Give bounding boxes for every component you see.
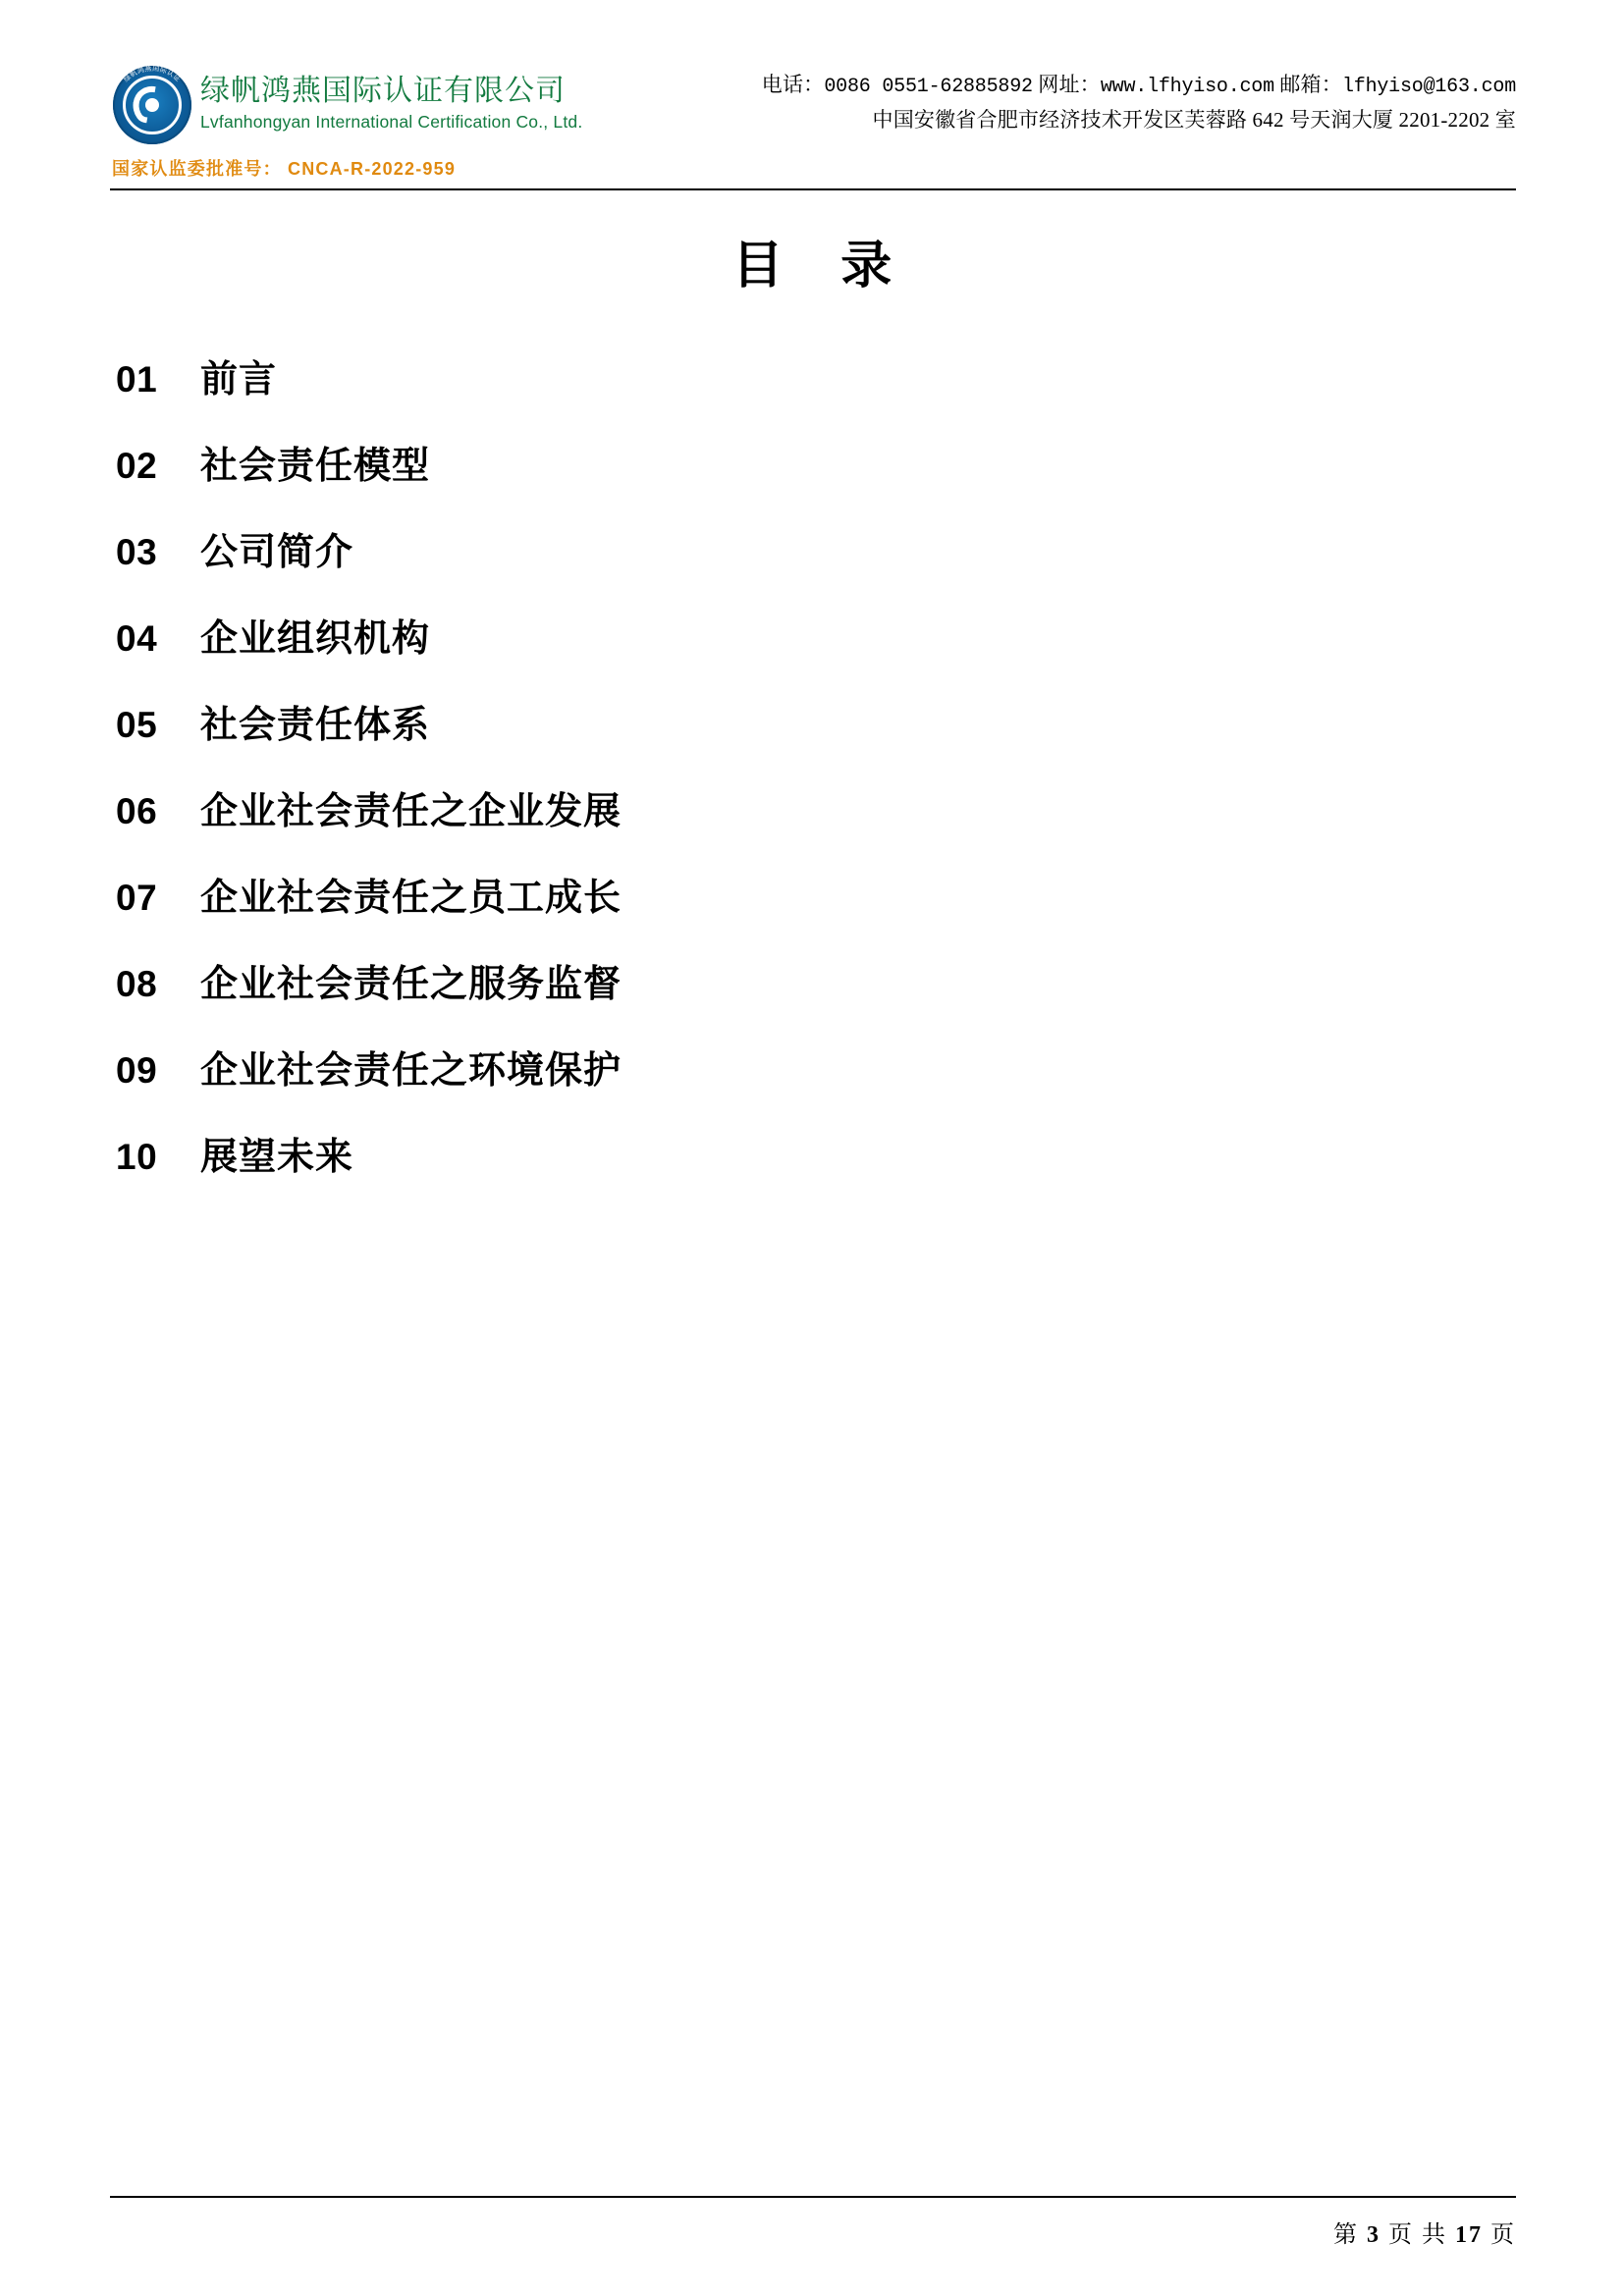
- footer-divider: [110, 2196, 1516, 2198]
- logo-company-name-cn: 绿帆鸿燕国际认证有限公司: [200, 75, 566, 108]
- logo-row: [110, 61, 621, 147]
- company-logo: [110, 61, 621, 184]
- toc-item-01[interactable]: [116, 348, 1392, 435]
- toc-label: 前言: [200, 359, 278, 400]
- toc-number: 05: [116, 705, 158, 745]
- page-title: 目 录: [731, 238, 914, 294]
- toc-number: 10: [116, 1137, 158, 1177]
- toc-label: 社会责任模型: [200, 446, 431, 487]
- website-value: www.lfhyiso.com: [1100, 76, 1274, 98]
- toc-item-02[interactable]: [116, 435, 1392, 521]
- phone-value: 0086 0551-62885892: [824, 76, 1033, 98]
- footer-middle: 页 共: [1380, 2222, 1455, 2248]
- toc-item-07[interactable]: [116, 867, 1392, 953]
- toc-label: 展望未来: [200, 1137, 354, 1178]
- toc-item-05[interactable]: [116, 694, 1392, 780]
- page-footer: [110, 2215, 1516, 2249]
- toc-number: 07: [116, 878, 158, 918]
- toc-label: 企业社会责任之员工成长: [200, 878, 623, 919]
- toc-label: 企业社会责任之服务监督: [200, 964, 623, 1005]
- toc-label: 企业组织机构: [200, 618, 431, 660]
- table-of-contents: [116, 348, 1392, 1212]
- toc-number: 03: [116, 532, 158, 572]
- toc-label: 社会责任体系: [200, 705, 431, 746]
- website-label: 网址：: [1032, 73, 1101, 96]
- header-divider: [110, 188, 1516, 190]
- toc-item-03[interactable]: [116, 521, 1392, 608]
- toc-number: 04: [116, 618, 158, 659]
- toc-number: 06: [116, 791, 158, 831]
- header-address: 中国安徽省合肥市经济技术开发区芙蓉路 642 号天润大厦 2201-2202 室: [872, 108, 1516, 132]
- logo-company-name-en: Lvfanhongyan International Certification Co., Ltd.: [200, 111, 583, 132]
- page-header: [110, 61, 1516, 187]
- footer-prefix: 第: [1333, 2222, 1367, 2248]
- header-contact-block: [621, 61, 1516, 138]
- toc-label: 公司简介: [200, 532, 354, 573]
- phone-label: 电话：: [761, 73, 825, 96]
- toc-item-04[interactable]: [116, 608, 1392, 694]
- footer-suffix: 页: [1483, 2222, 1516, 2248]
- email-value: lfhyiso@163.com: [1341, 76, 1516, 98]
- toc-label: 企业社会责任之企业发展: [200, 791, 623, 832]
- header-contact-line-1: [621, 69, 1516, 103]
- footer-current-page: 3: [1367, 2222, 1380, 2248]
- toc-number: 08: [116, 964, 158, 1004]
- seal-arc-text-icon: [110, 63, 194, 147]
- email-label: 邮箱：: [1273, 73, 1342, 96]
- svg-text:绿帆鸿燕国际认证: 绿帆鸿燕国际认证: [123, 65, 182, 84]
- toc-item-09[interactable]: [116, 1040, 1392, 1126]
- logo-text-block: [200, 75, 582, 133]
- toc-item-08[interactable]: [116, 953, 1392, 1040]
- logo-approval-number: 国家认监委批准号： CNCA-R-2022-959: [112, 159, 457, 179]
- toc-item-10[interactable]: [116, 1126, 1392, 1212]
- toc-number: 02: [116, 446, 158, 486]
- toc-label: 企业社会责任之环境保护: [200, 1050, 623, 1092]
- footer-total-pages: 17: [1455, 2222, 1483, 2248]
- toc-item-06[interactable]: [116, 780, 1392, 867]
- certification-seal-icon: [110, 63, 194, 147]
- toc-number: 09: [116, 1050, 158, 1091]
- toc-number: 01: [116, 359, 158, 400]
